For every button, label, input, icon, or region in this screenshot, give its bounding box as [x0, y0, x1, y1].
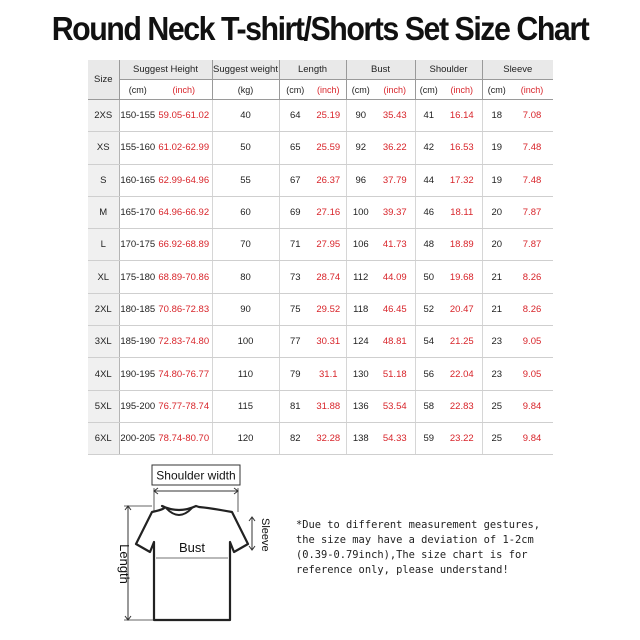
cell-height-cm: 165-170 — [119, 196, 156, 228]
cell-height-cm: 175-180 — [119, 261, 156, 293]
cell-height-in: 59.05-61.02 — [156, 100, 212, 132]
cell-size: L — [88, 229, 119, 261]
cell-shoulder-cm: 41 — [415, 100, 442, 132]
cell-bust-in: 37.79 — [375, 164, 415, 196]
cell-sleeve-cm: 25 — [482, 422, 511, 454]
table-row — [88, 100, 553, 132]
cell-length-cm: 69 — [279, 196, 311, 228]
cell-sleeve-in: 7.87 — [511, 196, 553, 228]
cell-shoulder-cm: 56 — [415, 358, 442, 390]
cell-size: 5XL — [88, 390, 119, 422]
cell-bust-cm: 136 — [346, 390, 375, 422]
cell-bust-in: 41.73 — [375, 229, 415, 261]
cell-sleeve-cm: 25 — [482, 390, 511, 422]
cell-shoulder-in: 18.11 — [442, 196, 482, 228]
cell-bust-in: 51.18 — [375, 358, 415, 390]
cell-size: 3XL — [88, 326, 119, 358]
cell-height-in: 68.89-70.86 — [156, 261, 212, 293]
cell-sleeve-cm: 19 — [482, 164, 511, 196]
cell-weight: 100 — [212, 326, 279, 358]
cell-weight: 40 — [212, 100, 279, 132]
cell-weight: 60 — [212, 196, 279, 228]
table-row — [88, 390, 553, 422]
cell-sleeve-in: 9.05 — [511, 326, 553, 358]
cell-sleeve-cm: 20 — [482, 196, 511, 228]
cell-length-in: 26.37 — [311, 164, 346, 196]
cell-sleeve-cm: 21 — [482, 261, 511, 293]
cell-shoulder-in: 22.83 — [442, 390, 482, 422]
cell-weight: 55 — [212, 164, 279, 196]
cell-length-in: 25.19 — [311, 100, 346, 132]
unit-height-cm: (cm) — [119, 80, 156, 100]
header-suggest-weight: Suggest weight — [212, 60, 279, 80]
cell-weight: 80 — [212, 261, 279, 293]
cell-shoulder-cm: 42 — [415, 132, 442, 164]
cell-shoulder-in: 23.22 — [442, 422, 482, 454]
unit-height-inch: (inch) — [156, 80, 212, 100]
chart-title: Round Neck T-shirt/Shorts Set Size Chart — [51, 10, 589, 47]
table-row — [88, 261, 553, 293]
cell-weight: 70 — [212, 229, 279, 261]
header-shoulder: Shoulder — [415, 60, 482, 80]
cell-size: 2XL — [88, 293, 119, 325]
sleeve-label: Sleeve — [259, 518, 271, 552]
cell-bust-in: 44.09 — [375, 261, 415, 293]
cell-sleeve-in: 7.48 — [511, 132, 553, 164]
cell-length-cm: 73 — [279, 261, 311, 293]
cell-shoulder-cm: 58 — [415, 390, 442, 422]
cell-height-cm: 170-175 — [119, 229, 156, 261]
cell-sleeve-in: 8.26 — [511, 261, 553, 293]
unit-sleeve-inch: (inch) — [511, 80, 553, 100]
cell-sleeve-cm: 23 — [482, 326, 511, 358]
cell-sleeve-cm: 20 — [482, 229, 511, 261]
cell-size: 6XL — [88, 422, 119, 454]
cell-bust-cm: 106 — [346, 229, 375, 261]
note-line: the size may have a deviation of 1-2cm — [296, 534, 534, 546]
cell-bust-cm: 130 — [346, 358, 375, 390]
cell-height-in: 74.80-76.77 — [156, 358, 212, 390]
table-row — [88, 229, 553, 261]
cell-size: S — [88, 164, 119, 196]
cell-shoulder-cm: 52 — [415, 293, 442, 325]
cell-height-in: 61.02-62.99 — [156, 132, 212, 164]
cell-sleeve-cm: 18 — [482, 100, 511, 132]
cell-shoulder-in: 21.25 — [442, 326, 482, 358]
length-label: Length — [117, 544, 132, 584]
cell-height-in: 62.99-64.96 — [156, 164, 212, 196]
header-size: Size — [88, 60, 119, 100]
cell-length-in: 31.1 — [311, 358, 346, 390]
cell-bust-in: 54.33 — [375, 422, 415, 454]
cell-height-cm: 190-195 — [119, 358, 156, 390]
cell-size: 2XS — [88, 100, 119, 132]
unit-bust-cm: (cm) — [346, 80, 375, 100]
cell-bust-cm: 112 — [346, 261, 375, 293]
cell-length-in: 32.28 — [311, 422, 346, 454]
table-row — [88, 326, 553, 358]
cell-height-cm: 150-155 — [119, 100, 156, 132]
cell-size: 4XL — [88, 358, 119, 390]
unit-bust-inch: (inch) — [375, 80, 415, 100]
table-row — [88, 422, 553, 454]
cell-weight: 50 — [212, 132, 279, 164]
cell-bust-cm: 100 — [346, 196, 375, 228]
cell-length-cm: 77 — [279, 326, 311, 358]
cell-bust-in: 35.43 — [375, 100, 415, 132]
cell-bust-in: 39.37 — [375, 196, 415, 228]
cell-sleeve-in: 9.84 — [511, 390, 553, 422]
cell-height-in: 76.77-78.74 — [156, 390, 212, 422]
cell-bust-cm: 118 — [346, 293, 375, 325]
cell-bust-in: 53.54 — [375, 390, 415, 422]
cell-length-in: 31.88 — [311, 390, 346, 422]
header-suggest-height: Suggest Height — [119, 60, 212, 80]
cell-shoulder-in: 19.68 — [442, 261, 482, 293]
cell-sleeve-cm: 21 — [482, 293, 511, 325]
cell-sleeve-cm: 19 — [482, 132, 511, 164]
cell-bust-in: 48.81 — [375, 326, 415, 358]
cell-sleeve-in: 8.26 — [511, 293, 553, 325]
cell-sleeve-in: 9.84 — [511, 422, 553, 454]
unit-weight-kg: (kg) — [212, 80, 279, 100]
cell-bust-cm: 138 — [346, 422, 375, 454]
tshirt-outline — [136, 506, 248, 620]
table-row — [88, 164, 553, 196]
cell-shoulder-cm: 50 — [415, 261, 442, 293]
cell-length-cm: 71 — [279, 229, 311, 261]
cell-weight: 115 — [212, 390, 279, 422]
cell-shoulder-in: 18.89 — [442, 229, 482, 261]
cell-size: XS — [88, 132, 119, 164]
size-chart-table — [88, 60, 553, 455]
cell-length-in: 30.31 — [311, 326, 346, 358]
cell-height-in: 72.83-74.80 — [156, 326, 212, 358]
cell-length-in: 27.95 — [311, 229, 346, 261]
cell-height-in: 78.74-80.70 — [156, 422, 212, 454]
cell-length-cm: 65 — [279, 132, 311, 164]
cell-height-in: 66.92-68.89 — [156, 229, 212, 261]
cell-shoulder-in: 20.47 — [442, 293, 482, 325]
unit-sleeve-cm: (cm) — [482, 80, 511, 100]
cell-weight: 90 — [212, 293, 279, 325]
header-length: Length — [279, 60, 346, 80]
size-disclaimer-note — [296, 518, 546, 578]
cell-length-cm: 67 — [279, 164, 311, 196]
note-line: reference only, please understand! — [296, 564, 509, 576]
cell-length-in: 25.59 — [311, 132, 346, 164]
cell-weight: 120 — [212, 422, 279, 454]
tshirt-measurement-diagram — [100, 462, 290, 630]
cell-sleeve-cm: 23 — [482, 358, 511, 390]
cell-size: M — [88, 196, 119, 228]
header-sleeve: Sleeve — [482, 60, 553, 80]
cell-shoulder-cm: 59 — [415, 422, 442, 454]
cell-height-cm: 200-205 — [119, 422, 156, 454]
cell-sleeve-in: 7.87 — [511, 229, 553, 261]
cell-bust-in: 46.45 — [375, 293, 415, 325]
cell-length-in: 28.74 — [311, 261, 346, 293]
table-row — [88, 358, 553, 390]
cell-shoulder-cm: 46 — [415, 196, 442, 228]
cell-shoulder-in: 17.32 — [442, 164, 482, 196]
cell-shoulder-cm: 44 — [415, 164, 442, 196]
cell-height-in: 70.86-72.83 — [156, 293, 212, 325]
unit-shoulder-cm: (cm) — [415, 80, 442, 100]
cell-bust-cm: 124 — [346, 326, 375, 358]
cell-sleeve-in: 9.05 — [511, 358, 553, 390]
cell-shoulder-in: 16.14 — [442, 100, 482, 132]
cell-height-cm: 195-200 — [119, 390, 156, 422]
cell-length-cm: 79 — [279, 358, 311, 390]
bust-label: Bust — [178, 540, 206, 555]
header-row-units — [88, 80, 553, 100]
table-row — [88, 132, 553, 164]
unit-length-cm: (cm) — [279, 80, 311, 100]
cell-sleeve-in: 7.48 — [511, 164, 553, 196]
cell-bust-cm: 96 — [346, 164, 375, 196]
cell-length-cm: 82 — [279, 422, 311, 454]
cell-length-in: 29.52 — [311, 293, 346, 325]
shoulder-width-label: Shoulder width — [156, 468, 236, 483]
cell-length-in: 27.16 — [311, 196, 346, 228]
cell-length-cm: 64 — [279, 100, 311, 132]
note-line: (0.39-0.79inch),The size chart is for — [296, 549, 528, 561]
table-row — [88, 293, 553, 325]
table-row — [88, 196, 553, 228]
cell-shoulder-cm: 48 — [415, 229, 442, 261]
cell-bust-cm: 90 — [346, 100, 375, 132]
cell-height-cm: 180-185 — [119, 293, 156, 325]
cell-height-cm: 160-165 — [119, 164, 156, 196]
cell-weight: 110 — [212, 358, 279, 390]
cell-size: XL — [88, 261, 119, 293]
cell-height-cm: 185-190 — [119, 326, 156, 358]
cell-length-cm: 81 — [279, 390, 311, 422]
cell-height-in: 64.96-66.92 — [156, 196, 212, 228]
cell-shoulder-cm: 54 — [415, 326, 442, 358]
cell-shoulder-in: 16.53 — [442, 132, 482, 164]
cell-shoulder-in: 22.04 — [442, 358, 482, 390]
unit-length-inch: (inch) — [311, 80, 346, 100]
cell-length-cm: 75 — [279, 293, 311, 325]
unit-shoulder-inch: (inch) — [442, 80, 482, 100]
header-row-labels — [88, 60, 553, 80]
cell-bust-in: 36.22 — [375, 132, 415, 164]
cell-sleeve-in: 7.08 — [511, 100, 553, 132]
note-line: *Due to different measurement gestures, — [296, 519, 540, 531]
header-bust: Bust — [346, 60, 415, 80]
cell-height-cm: 155-160 — [119, 132, 156, 164]
cell-bust-cm: 92 — [346, 132, 375, 164]
